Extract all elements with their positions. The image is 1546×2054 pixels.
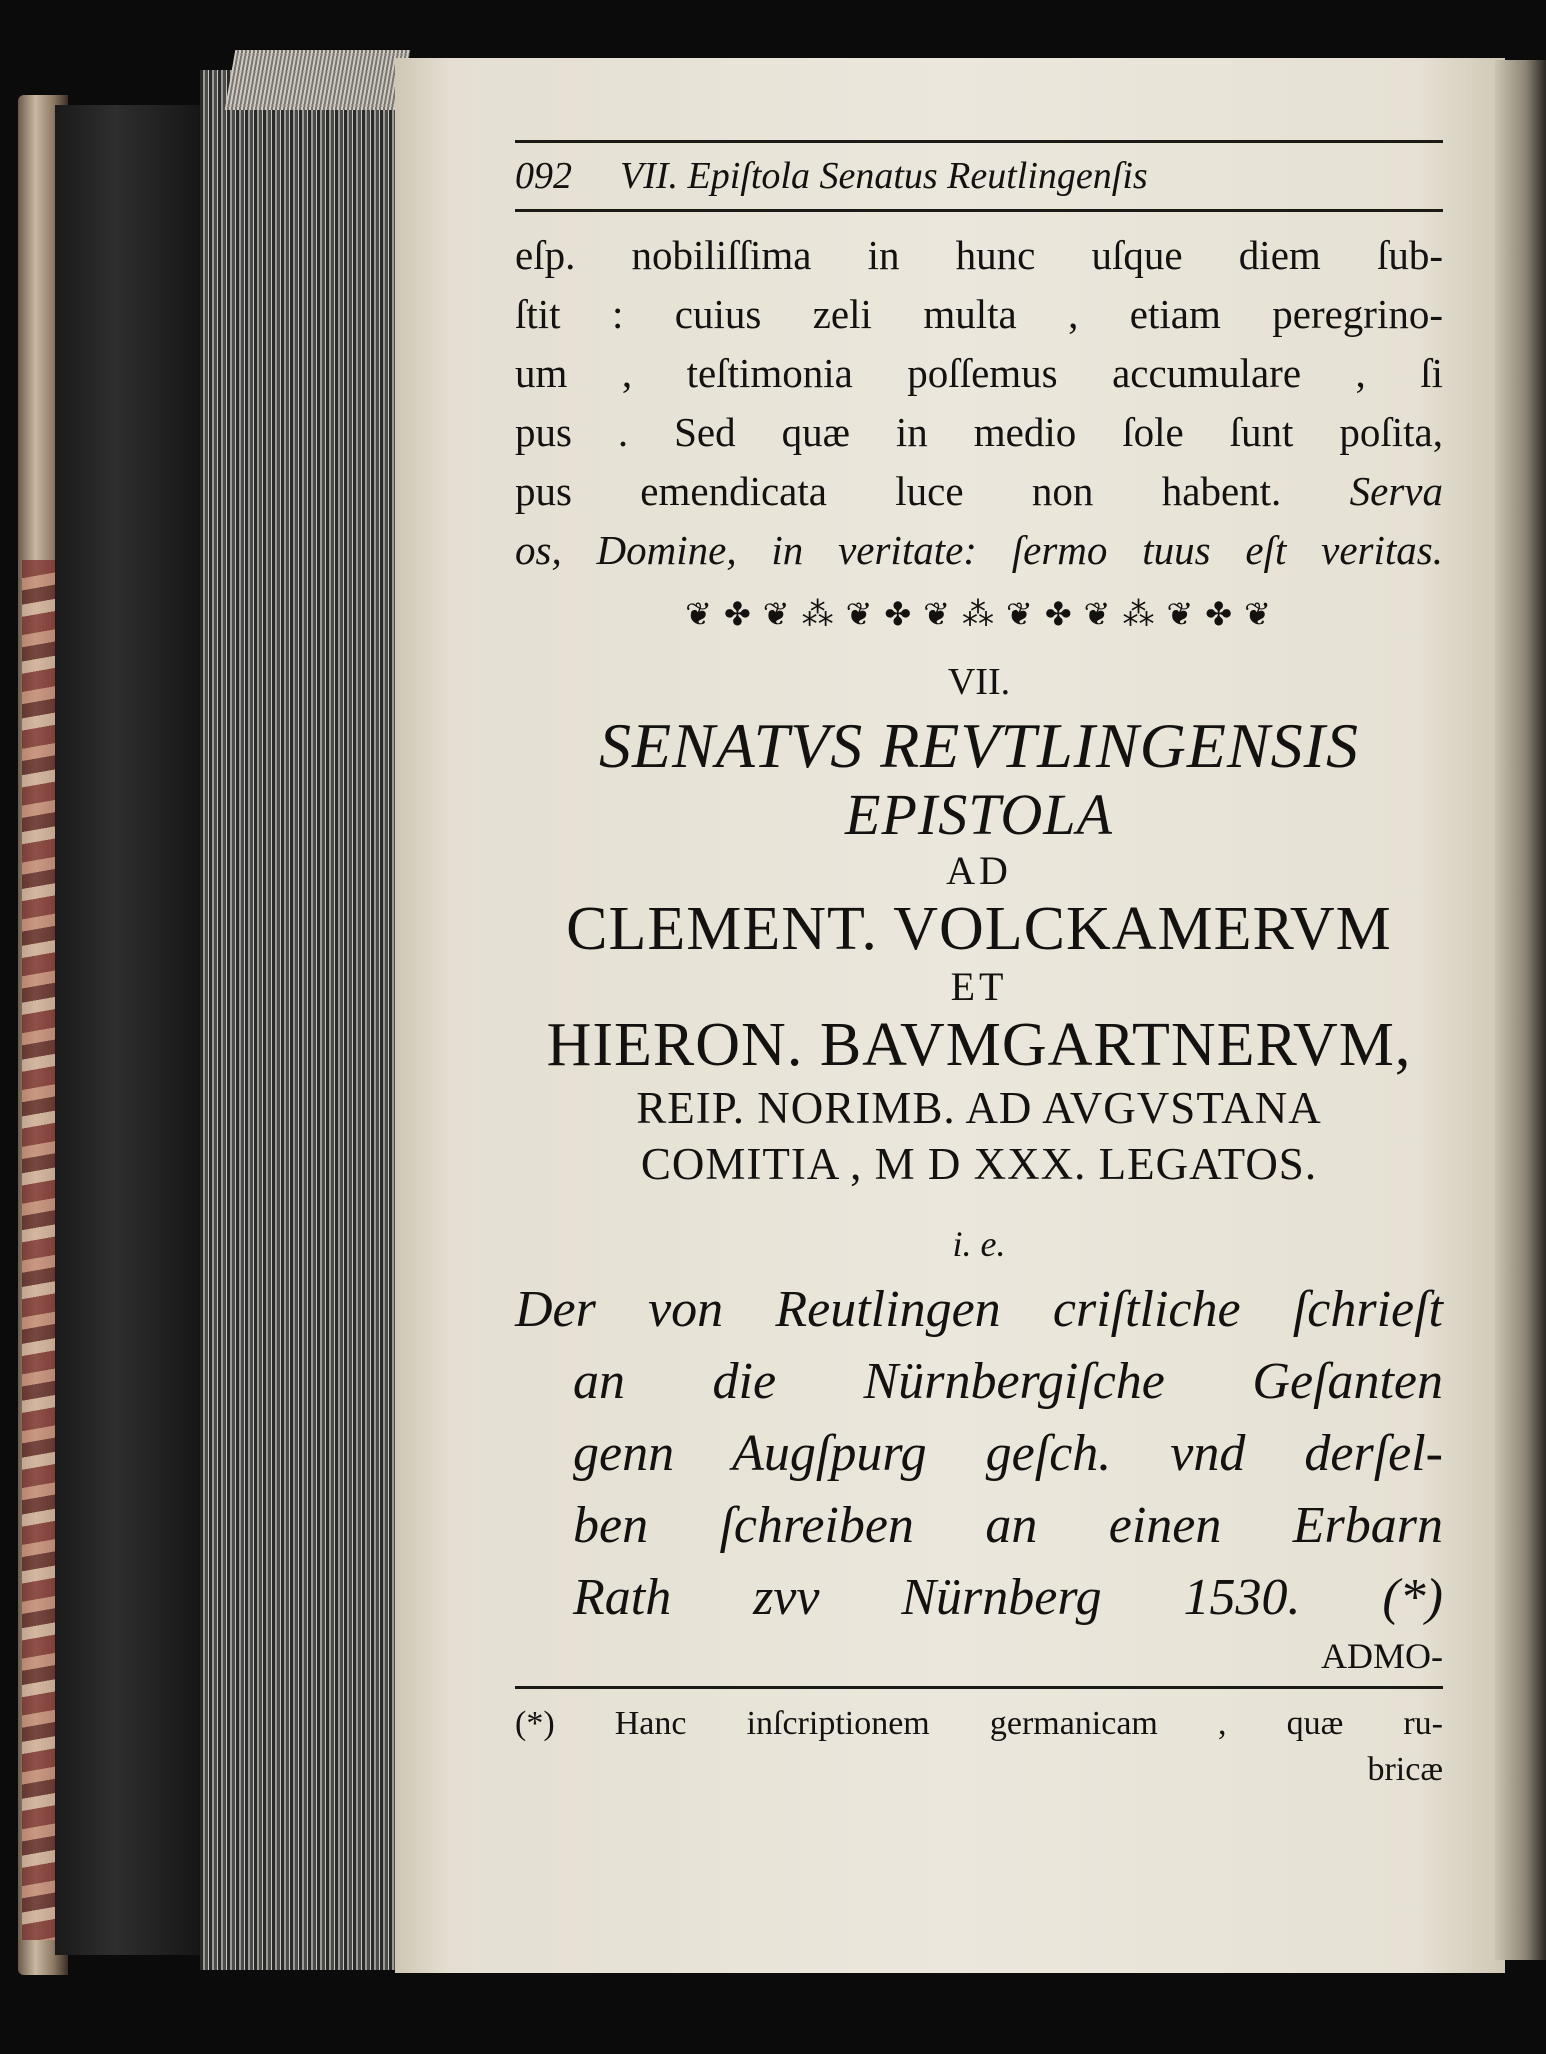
catchword: ADMO- — [1321, 1636, 1443, 1676]
body-line: pus . Sed quæ in medio ſole ſunt poſita, — [515, 409, 1443, 455]
running-header — [515, 143, 1443, 209]
body-line: ſtit : cuius zeli multa , etiam peregrino- — [515, 291, 1443, 337]
german-line: ben ſchreiben an einen Erbarn — [573, 1497, 1443, 1554]
body-line: pus emendicata luce non habent. — [515, 468, 1282, 514]
section-ad: AD — [946, 848, 1012, 893]
german-line: genn Augſpurg geſch. vnd derſel- — [573, 1425, 1443, 1482]
section-numeral: VII. — [947, 661, 1011, 703]
running-title: VII. Epiſtola Senatus Reutlingenſis — [620, 155, 1148, 197]
section-name1: CLEMENT. VOLCKAMERVM — [566, 895, 1392, 963]
italic-tail: Serva — [1349, 468, 1443, 514]
german-title — [515, 1274, 1443, 1634]
footnote-line: bricæ — [1367, 1751, 1443, 1788]
section-title-line2: EPISTOLA — [845, 782, 1113, 847]
body-line-with-italic — [515, 462, 1443, 521]
page-number: 092 — [515, 155, 572, 197]
page-content — [515, 140, 1443, 1793]
section-line4: COMITIA , M D XXX. LEGATOS. — [640, 1139, 1318, 1189]
footnote-line: (*) Hanc inſcriptionem germanicam , quæ ru- — [515, 1705, 1443, 1742]
footnote — [515, 1701, 1443, 1793]
german-line: Der von Reutlingen criſtliche ſchrieſt — [515, 1281, 1443, 1338]
book-cover — [55, 105, 205, 1955]
section-name2: HIERON. BAVMGARTNERVM, — [546, 1011, 1412, 1079]
body-line: um , teſtimonia poſſemus accumulare , ſi — [515, 350, 1443, 396]
german-line: Rath zvv Nürnberg 1530. (*) — [573, 1569, 1443, 1626]
german-line: an die Nürnbergiſche Geſanten — [573, 1353, 1443, 1410]
section-title-line1: SENATVS REVTLINGENSIS — [599, 710, 1359, 781]
section-ie: i. e. — [952, 1224, 1006, 1264]
ornament-divider: ❦ ✤ ❦ ⁂ ❦ ✤ ❦ ⁂ ❦ ✤ ❦ ⁂ ❦ ✤ ❦ — [685, 596, 1273, 632]
section-line3: REIP. NORIMB. AD AVGVSTANA — [636, 1083, 1322, 1133]
page-stack — [200, 70, 400, 1970]
header-rule-bottom — [515, 209, 1443, 212]
body-line: eſp. nobiliſſima in hunc uſque diem ſub- — [515, 232, 1443, 278]
facing-page-edge — [1495, 60, 1546, 1960]
page-stack-top — [225, 50, 411, 110]
footnote-rule — [515, 1686, 1443, 1689]
section-et: ET — [950, 964, 1008, 1009]
body-text — [515, 226, 1443, 580]
body-line-italic: os, Domine, in veritate: ſermo tuus eſt veritas. — [515, 527, 1443, 573]
